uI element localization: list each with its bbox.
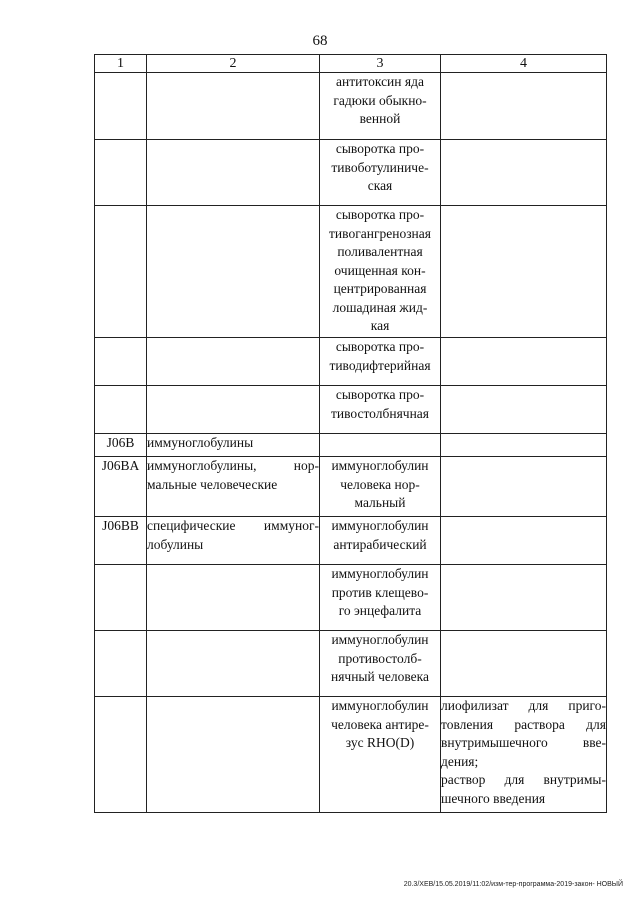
dosage-form-cell — [441, 206, 607, 338]
cell-line: тивоботулиниче- — [331, 159, 429, 175]
cell-line: иммуноглобулин — [331, 458, 429, 473]
dosage-form-cell — [441, 697, 607, 813]
table-row — [95, 386, 607, 434]
atc-code-cell: J06B — [95, 434, 147, 457]
table-row — [95, 457, 607, 517]
cell-line: ская — [367, 178, 393, 193]
drug-name-cell — [320, 206, 441, 338]
cell-line: против клещево- — [331, 584, 429, 600]
group-name-cell — [147, 140, 320, 206]
drug-table — [94, 54, 607, 813]
table-row — [95, 73, 607, 140]
table-row — [95, 631, 607, 697]
drug-name-cell — [320, 631, 441, 697]
drug-name-cell — [320, 565, 441, 631]
group-name-cell — [147, 73, 320, 140]
group-name-cell — [147, 697, 320, 813]
group-name-cell — [147, 457, 320, 517]
cell-line: специфические иммуног- — [147, 518, 319, 533]
atc-code-cell — [95, 386, 147, 434]
cell-line: раствор для внутримы- — [441, 772, 606, 787]
atc-code-cell — [95, 73, 147, 140]
drug-name-cell — [320, 338, 441, 386]
cell-line: иммуноглобулины, нор- — [147, 458, 319, 473]
cell-line: противостолб- — [338, 650, 422, 666]
drug-name-cell — [320, 73, 441, 140]
cell-line: тивогангренозная — [329, 225, 431, 241]
dosage-form-cell — [441, 457, 607, 517]
cell-line: нячный человека — [330, 669, 430, 684]
atc-code-cell: J06BB — [95, 517, 147, 565]
cell-line: иммуноглобулины — [147, 435, 254, 450]
cell-line: очищенная кон- — [334, 262, 426, 278]
cell-line: лиофилизат для приго- — [441, 698, 606, 713]
cell-line: гадюки обыкно- — [333, 92, 427, 108]
header-col-2: 2 — [147, 55, 320, 73]
cell-line: кая — [370, 318, 390, 333]
table-row — [95, 565, 607, 631]
drug-name-cell — [320, 517, 441, 565]
cell-line: тивостолбнячная — [330, 405, 430, 421]
dosage-form-cell — [441, 338, 607, 386]
cell-line: иммуноглобулин — [331, 518, 429, 533]
header-col-1: 1 — [95, 55, 147, 73]
drug-name-cell — [320, 457, 441, 517]
cell-line: антирабический — [333, 536, 427, 552]
cell-line: иммуноглобулин — [331, 632, 429, 647]
cell-line: внутримышечного вве- — [441, 735, 606, 750]
group-name-cell — [147, 386, 320, 434]
cell-line: иммуноглобулин — [331, 566, 429, 581]
cell-line: иммуноглобулин — [331, 698, 429, 713]
dosage-form-cell — [441, 565, 607, 631]
cell-line: лошадиная жид- — [332, 299, 428, 315]
group-name-cell — [147, 517, 320, 565]
dosage-form-cell — [441, 386, 607, 434]
cell-line: центрированная — [333, 281, 427, 296]
drug-name-cell — [320, 434, 441, 457]
atc-code-cell — [95, 565, 147, 631]
page-number: 68 — [312, 33, 328, 49]
drug-name-cell — [320, 697, 441, 813]
dosage-form-cell — [441, 517, 607, 565]
cell-line: шечного введения — [441, 790, 546, 806]
group-name-cell — [147, 631, 320, 697]
table-row — [95, 140, 607, 206]
header-col-4: 4 — [441, 55, 607, 73]
dosage-form-cell — [441, 434, 607, 457]
atc-code-cell — [95, 140, 147, 206]
cell-line: зус RHO(D) — [345, 735, 415, 750]
group-name-cell — [147, 206, 320, 338]
cell-line: мальные человеческие — [147, 476, 278, 492]
table-row — [95, 517, 607, 565]
drug-name-cell — [320, 386, 441, 434]
atc-code-cell — [95, 206, 147, 338]
cell-line: товления раствора для — [441, 716, 606, 732]
cell-line: дения; — [441, 753, 479, 769]
header-col-3: 3 — [320, 55, 441, 73]
table-row — [95, 206, 607, 338]
cell-line: мальный — [354, 495, 406, 510]
group-name-cell — [147, 338, 320, 386]
drug-name-cell — [320, 140, 441, 206]
cell-line: антитоксин яда — [336, 74, 424, 89]
footer-stamp: 20.3/ХЕВ/15.05.2019/11:02/изм-тер-программа-2019-закон- НОВЫЙ — [403, 881, 623, 888]
table-row — [95, 697, 607, 813]
cell-line: го энцефалита — [338, 603, 422, 618]
group-name-cell — [147, 565, 320, 631]
atc-code-cell — [95, 631, 147, 697]
cell-line: человека нор- — [340, 476, 420, 492]
cell-line: сыворотка про- — [335, 339, 425, 354]
dosage-form-cell — [441, 631, 607, 697]
cell-line: сыворотка про- — [335, 387, 425, 402]
cell-line: поливалентная — [337, 244, 423, 259]
dosage-form-cell — [441, 73, 607, 140]
cell-line: сыворотка про- — [335, 141, 425, 156]
group-name-cell — [147, 434, 320, 457]
header-row — [95, 55, 607, 73]
table-row — [95, 338, 607, 386]
dosage-form-cell — [441, 140, 607, 206]
cell-line: человека антире- — [331, 716, 429, 732]
atc-code-cell — [95, 338, 147, 386]
table-row — [95, 434, 607, 457]
cell-line: лобулины — [147, 536, 204, 552]
atc-code-cell — [95, 697, 147, 813]
atc-code-cell: J06BA — [95, 457, 147, 517]
cell-line: венной — [359, 111, 401, 126]
cell-line: сыворотка про- — [335, 207, 425, 222]
cell-line: тиводифтерийная — [329, 357, 431, 373]
